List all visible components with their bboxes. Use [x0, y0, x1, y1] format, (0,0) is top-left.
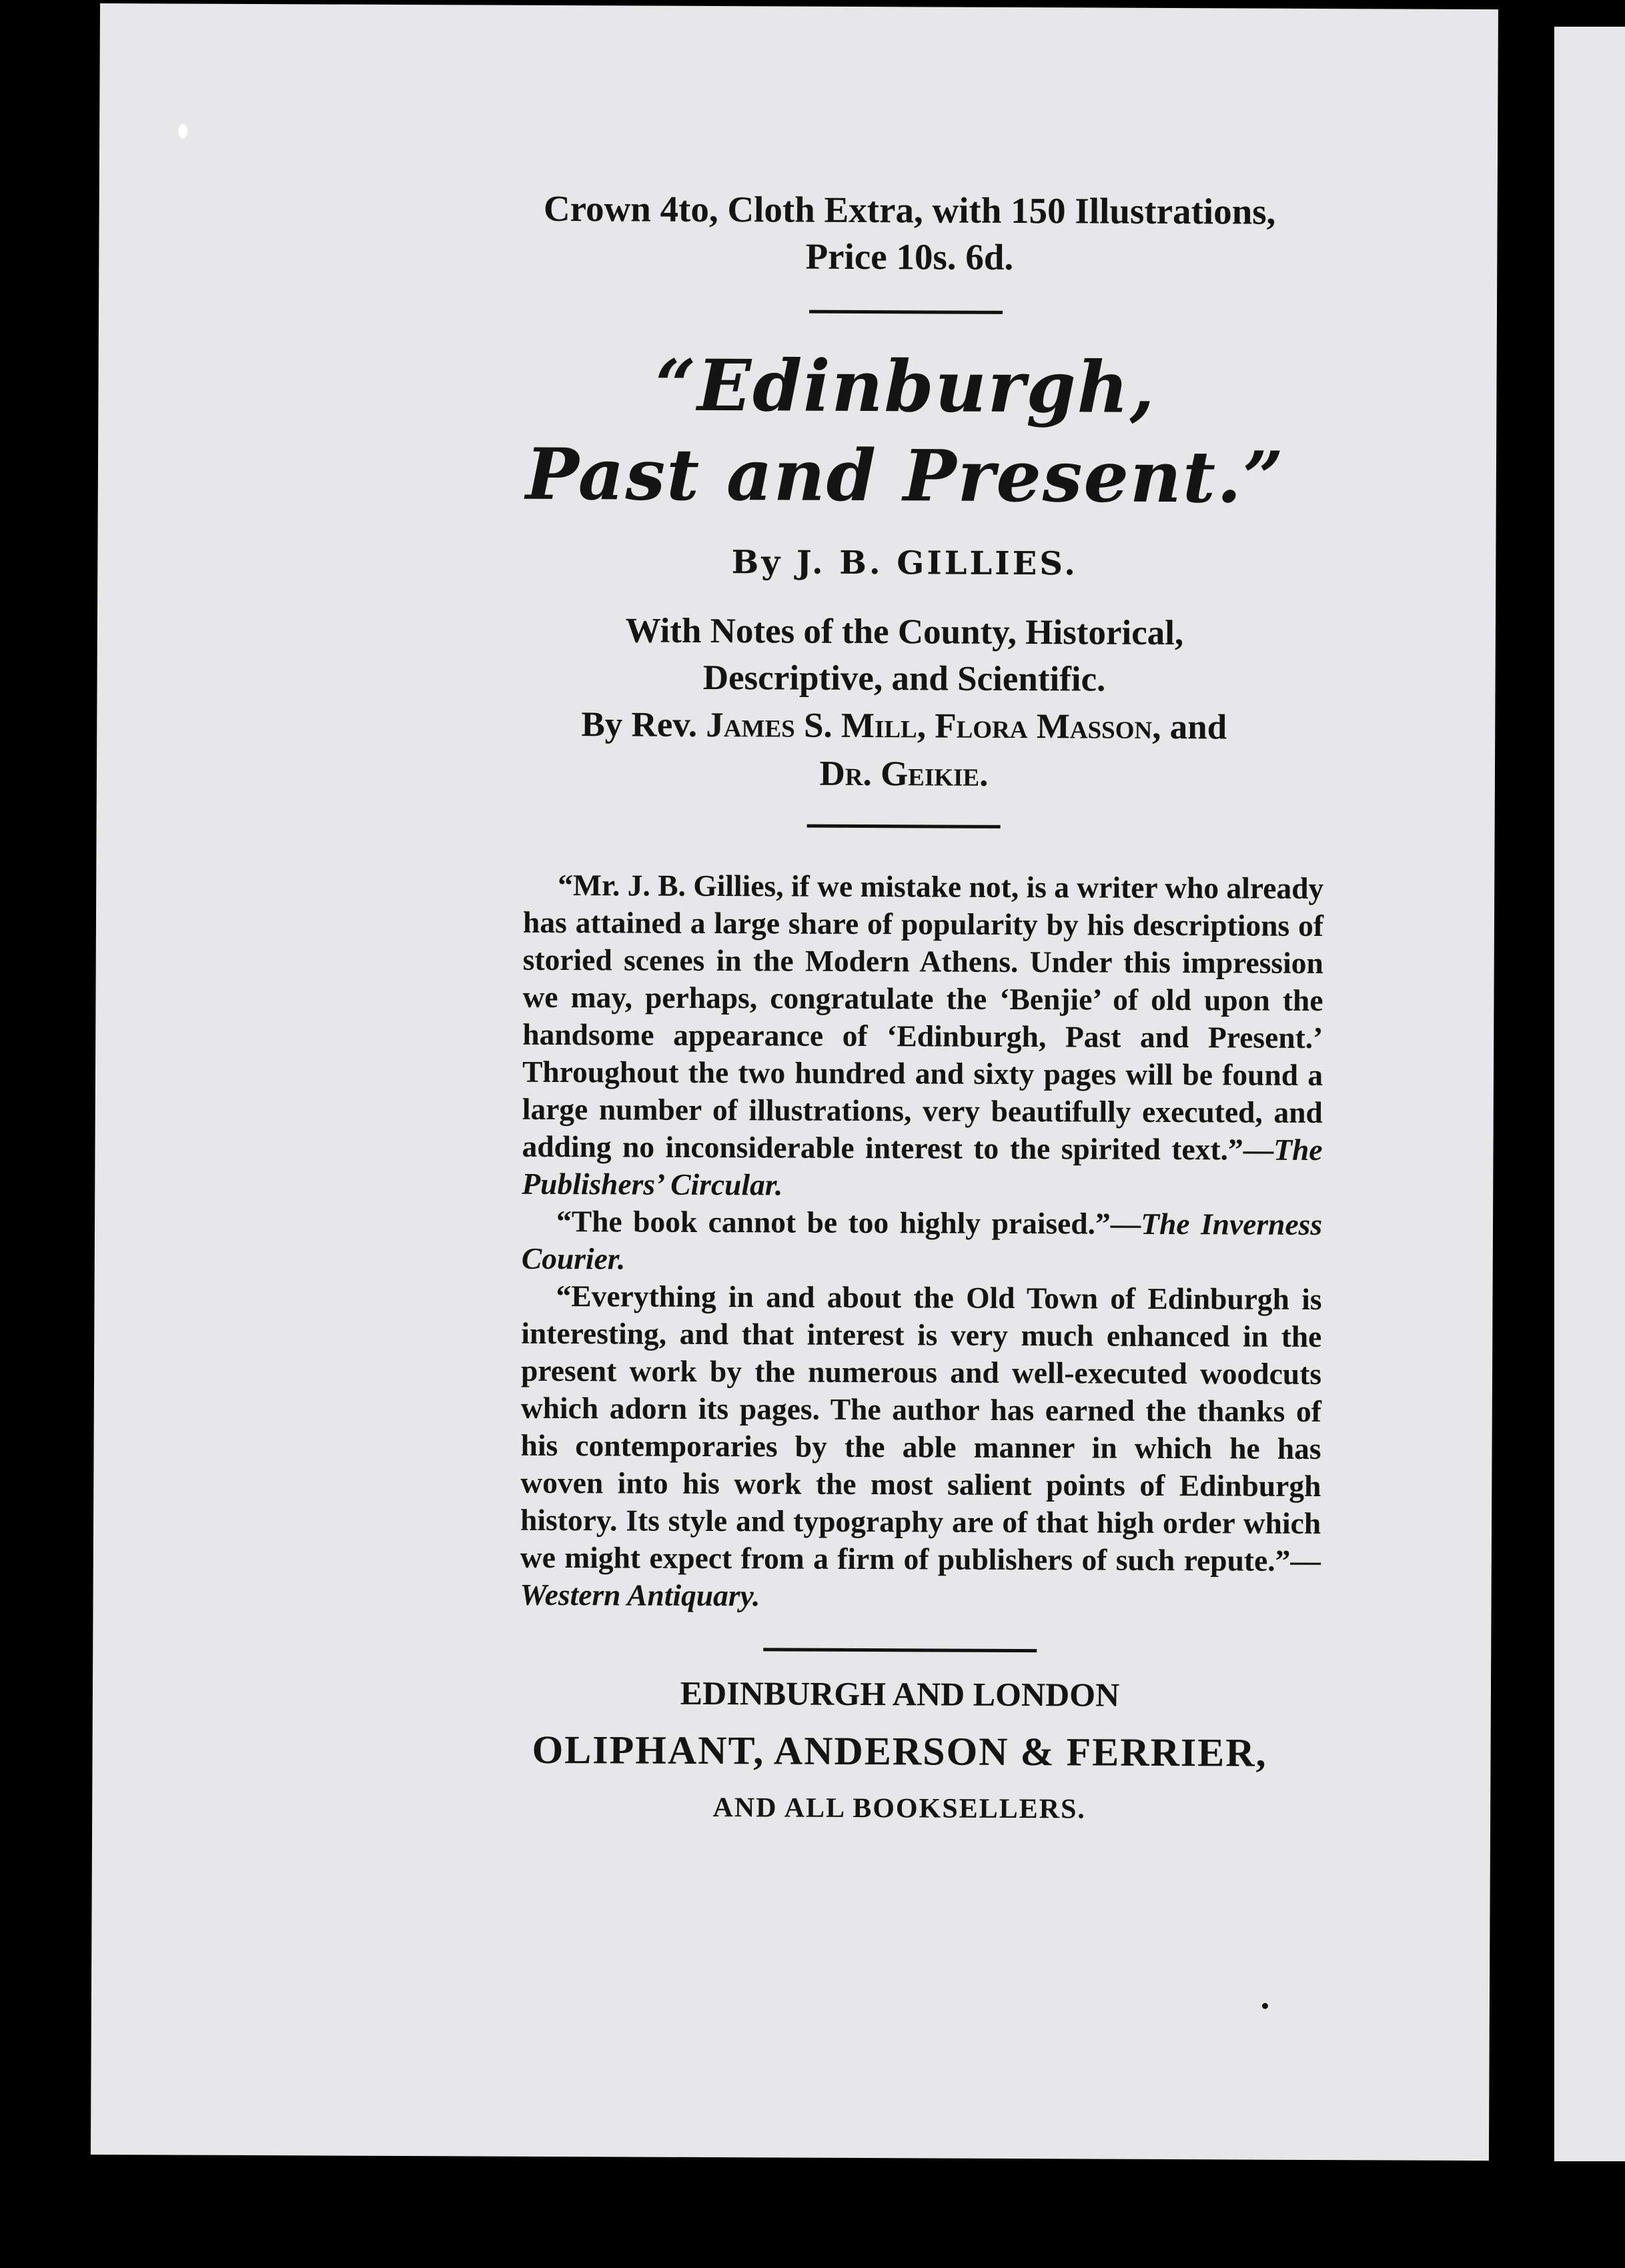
review-quote: [522, 1203, 1322, 1281]
page-content: [439, 185, 1367, 1839]
byline-conjunction: and: [1169, 708, 1227, 747]
edition-line: Crown 4to, Cloth Extra, with 150 Illustrations,: [543, 187, 1276, 232]
contributors-note: [444, 606, 1365, 704]
book-page: [91, 3, 1498, 2161]
publisher-sellers: AND ALL BOOKSELLERS.: [712, 1792, 1086, 1825]
divider-rule: [763, 1648, 1037, 1652]
review-text: “The book cannot be too highly praised.”—: [556, 1204, 1141, 1241]
contributor-mill: James S. Mill,: [706, 705, 927, 746]
review-source: Western Antiquary.: [520, 1577, 760, 1613]
scan-speck: [1262, 2003, 1268, 2009]
review-source: The Inverness Courier.: [521, 1206, 1323, 1276]
book-author: By J. B. GILLIES.: [731, 544, 1079, 583]
review-text: “Mr. J. B. Gillies, if we mistake not, is a writer who already has attained a large share of popularity by his descriptions of storied scenes in the Modern Athens. Under this impression we may, perhaps, congratulate the ‘Benjie’ of old upon the handsome appearance of ‘Edinburgh, Past and Present.’ Throughout the two hundred and sixty pages will be found a large number of illustrations, very beautifully executed, and adding no inconsiderable interest to the spirited text.”—: [522, 868, 1324, 1167]
publisher-name: OLIPHANT, ANDERSON & FERRIER,: [532, 1727, 1267, 1775]
edition-info: [452, 185, 1367, 282]
contributor-geikie: Dr. Geikie.: [819, 754, 989, 794]
divider-rule: [807, 824, 1001, 828]
divider-rule: [809, 310, 1003, 314]
contributor-masson: Flora Masson,: [935, 706, 1161, 746]
review-text: “Everything in and about the Old Town of Edinburgh is interesting, and that interest is very much enhanced in the present work by the numerous and well-executed woodcuts which adorn its pages. The author has earned the thanks of his contemporaries by the able manner in which he has woven into his work the most salient points of Edinburgh history. Its style and typography are of that high order which we might expect from a firm of publishers of such repute.”—: [520, 1279, 1322, 1578]
review-quote: [520, 1277, 1321, 1617]
notes-line-2: Descriptive, and Scientific.: [702, 658, 1106, 699]
scan-speck: [178, 124, 187, 139]
review-quote: [522, 867, 1323, 1206]
publisher-place: EDINBURGH AND LONDON: [680, 1674, 1120, 1714]
book-title: [445, 340, 1366, 522]
byline-prefix: By Rev.: [581, 705, 698, 744]
press-reviews: [520, 867, 1323, 1617]
review-source: The Publishers’ Circular.: [522, 1132, 1323, 1202]
facing-page-edge: [1554, 27, 1625, 2161]
title-line-2: Past and Present.”: [525, 432, 1285, 519]
notes-line-1: With Notes of the County, Historical,: [625, 611, 1184, 653]
contributors-byline: [444, 700, 1365, 800]
price-line: Price 10s. 6d.: [805, 235, 1014, 277]
title-line-1: “Edinburgh,: [655, 343, 1156, 429]
publisher-imprint: [439, 1663, 1360, 1839]
